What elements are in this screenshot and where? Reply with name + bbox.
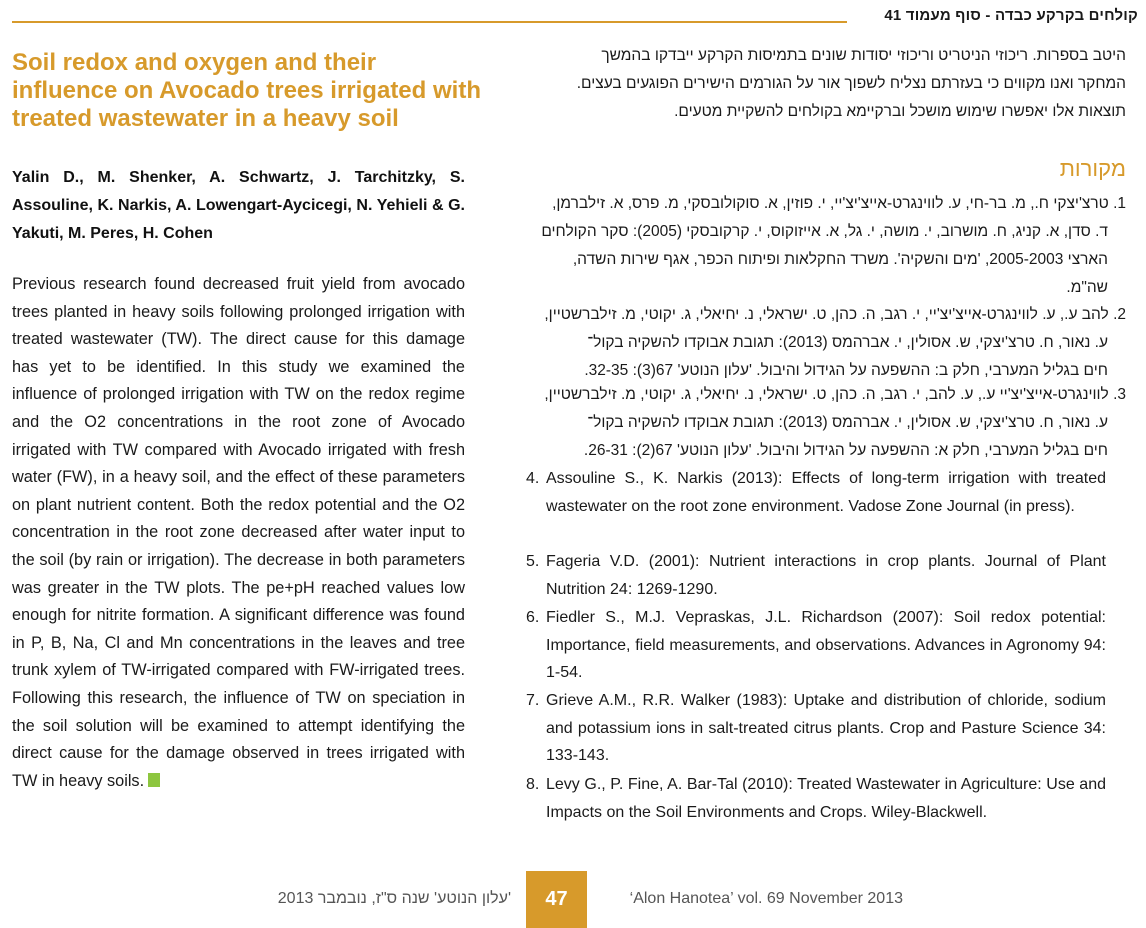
header-rule [12,21,847,23]
reference-number: 4. [526,470,540,487]
reference-number: 5. [526,553,540,570]
abstract [12,271,465,795]
reference-line: חים בגליל המערבי, חלק א: ההשפעה על הגידול והיבול. 'עלון הנוטע' 67(2): 26-31. [583,442,1108,459]
english-reference [526,548,1106,603]
reference-line: ע. נאור, ח. טרצ'יצקי, ש. אסולין, י. אברהמס (2013): תגובת אבוקדו להשקיה בקול־ [587,414,1108,431]
reference-text: Levy G., P. Fine, A. Bar-Tal (2010): Treated Wastewater in Agriculture: Use and Impacts on the Soil Environments and Crops. Wiley-Blackwell. [546,776,1106,821]
reference-line: 1. טרצ'יצקי ח., מ. בר-חי, ע. לווינגרט-אייצ'יצ'יי, י. פוזין, א. סוקולובסקי, מ. פרס, א. זילברמן, [552,195,1126,212]
hebrew-conclusion-line: תוצאות אלו יאפשרו שימוש מושכל וברקיימא בקולחים להשקיית מטעים. [674,103,1126,120]
reference-line: חים בגליל המערבי, חלק ב: ההשפעה על הגידול והיבול. 'עלון הנוטע' 67(3): 32-35. [584,362,1108,379]
hebrew-reference [526,381,1126,465]
end-of-article-square-icon [148,773,160,787]
english-reference [526,604,1106,687]
hebrew-conclusion-line: המחקר ואנו מקווים כי בעזרתם נצליח לשפוך אור על הגורמים הישירים הפוגעים בעצים. [576,75,1126,92]
hebrew-reference [526,190,1126,302]
reference-number: 6. [526,609,540,626]
reference-line: הארצי 2005-2003, 'מים והשקיה'. משרד החקלאות ופיתוח הכפר, אגף שירות השדה, [572,251,1108,268]
abstract-text: Previous research found decreased fruit yield from avocado trees planted in heavy soils following prolonged irrigation with treated wastewater (TW). The direct cause for this damage has yet to be identified. In this study we examined the influence of prolonged irrigation with TW on the redox regime and the O2 concentrations in the root zone of Avocado irrigated with TW compared with Avocado irrigated with fresh water (FW), in a heavy soil, and the effect of these parameters on plant nutrient content. Both the redox potential and the O2 concentration in the root zone decreased after water input to the soil (by rain or irrigation). The decrease in both parameters was greater in the TW plots. The pe+pH reached values low enough for nitrite formation. A significant difference was found in P, B, Na, Cl and Mn concentrations in the leaves and tree trunk xylem of TW-irrigated compared with FW-irrigated trees. Following this research, the influence of TW on speciation in the soil solution will be examined to attempt identifying the direct cause for the damage observed in trees irrigated with TW in heavy soils. [12,275,465,790]
reference-text: Fiedler S., M.J. Vepraskas, J.L. Richardson (2007): Soil redox potential: Importance, field measurements, and observations. Advances in Agronomy 94: 1-54. [546,609,1106,681]
page-number-badge: 47 [526,871,587,928]
running-header: קולחים בקרקע כבדה - סוף מעמוד 41 [884,7,1138,24]
references-heading: מקורות [1059,156,1126,181]
reference-line: שה"מ. [1066,279,1108,296]
reference-line: 3. לווינגרט-אייצ'יצ'יי ע., ע. להב, י. רגב, ה. כהן, ט. ישראלי, נ. יחיאלי, ג. יקוטי, מ. זילברשטיין, [544,386,1126,403]
hebrew-reference [526,301,1126,385]
reference-line: ע. נאור, ח. טרצ'יצקי, ש. אסולין, י. אברהמס (2013): תגובת אבוקדו להשקיה בקול־ [587,334,1108,351]
article-title: Soil redox and oxygen and their influence on Avocado trees irrigated with treated wastewater in a heavy soil [12,49,481,132]
reference-line: ד. סדן, א. קניג, ח. מושרוב, י. מושה, י. גל, א. אייזוקוס, י. קרקובסקי (2005): סקר הקולחים [541,223,1108,240]
hebrew-conclusion-line: היטב בספרות. ריכוזי הניטריט וריכוזי יסודות שונים בתמיסות הקרקע ייבדקו בהמשך [601,47,1126,64]
reference-number: 8. [526,776,540,793]
reference-number: 7. [526,692,540,709]
reference-text: Grieve A.M., R.R. Walker (1983): Uptake and distribution of chloride, sodium and potassium ions in salt-treated citrus plants. Crop and Pasture Science 34: 133-143. [546,692,1106,764]
footer-english-citation: ‘Alon Hanotea’ vol. 69 November 2013 [629,890,903,907]
hebrew-conclusion [526,42,1126,126]
english-reference [526,771,1106,826]
reference-text: Assouline S., K. Narkis (2013): Effects of long-term irrigation with treated wastewater on the root zone environment. Vadose Zone Journal (in press). [546,470,1106,515]
footer-hebrew-citation: 'עלון הנוטע' שנה ס"ז, נובמבר 2013 [277,890,511,907]
english-reference [526,465,1106,520]
english-reference [526,687,1106,770]
reference-line: 2. להב ע., ע. לווינגרט-אייצ'יצ'יי, י. רגב, ה. כהן, ט. ישראלי, נ. יחיאלי, ג. יקוטי, מ. זילברשטיין, [544,306,1126,323]
author-list: Yalin D., M. Shenker, A. Schwartz, J. Tarchitzky, S. Assouline, K. Narkis, A. Lowengart-Aycicegi, N. Yehieli & G. Yakuti, M. Peres, H. Cohen [12,169,465,242]
reference-text: Fageria V.D. (2001): Nutrient interactions in crop plants. Journal of Plant Nutrition 24: 1269-1290. [546,553,1106,598]
